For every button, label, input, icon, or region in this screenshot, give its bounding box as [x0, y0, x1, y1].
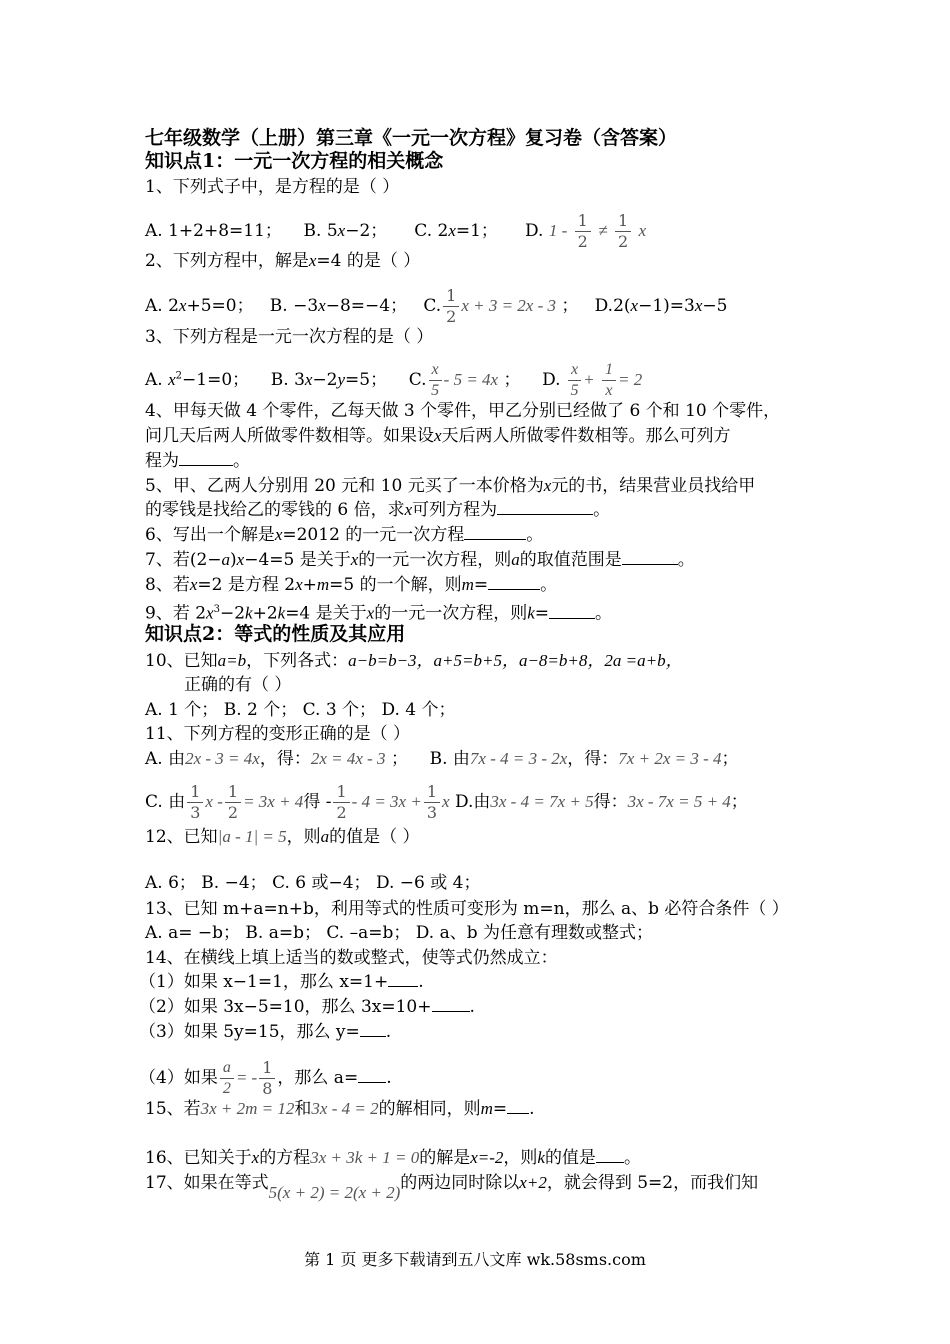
answer-blank — [179, 450, 233, 466]
question-17: 17、如果在等式5(x + 2) = 2(x + 2)的两边同时除以x+2，就会得到 5=2，而我们知 — [145, 1173, 759, 1202]
question-1-options: A. 1+2+8=11； B. 5x−2； C. 2x=1； D. 1 - $\frac{1}{2}$ ≠ $\frac{1}{2}$ x — [145, 211, 647, 251]
section-heading-1: 知识点1：一元一次方程的相关概念 — [145, 150, 444, 172]
question-4-line-3: 程为 。 — [145, 451, 250, 471]
question-15: 15、若3x + 2m = 12和3x - 4 = 2的解相同，则m= . — [145, 1099, 535, 1119]
question-2-stem: 2、下列方程中，解是x=4 的是（ ） — [145, 251, 421, 271]
question-10-line-1: 10、已知a=b，下列各式：a−b=b−3，a+5=b+5，a−8=b+8，2a =a+b， — [145, 651, 683, 671]
question-14-part-4: （4）如果 $\frac{a}{2}$ = - $\frac{1}{8}$ ，那么 a= . — [139, 1058, 392, 1098]
answer-blank — [596, 1147, 624, 1163]
document-title: 七年级数学（上册）第三章《一元一次方程》复习卷（含答案） — [145, 127, 678, 149]
question-12-options: A. 6； B. −4； C. 6 或−4； D. −6 或 4； — [145, 873, 481, 893]
question-1-stem: 1、下列式子中，是方程的是（ ） — [145, 177, 400, 197]
answer-blank — [488, 574, 540, 590]
answer-blank — [358, 1067, 386, 1083]
section-heading-2: 知识点2：等式的性质及其应用 — [145, 623, 406, 645]
answer-blank — [388, 971, 418, 987]
question-14-part-2: （2）如果 3x−5=10，那么 3x=10+ . — [139, 997, 475, 1017]
question-6: 6、写出一个解是x=2012 的一元一次方程 。 — [145, 525, 544, 545]
question-11-options-cd: C. 由 $\frac{1}{3}$ x - $\frac{1}{2}$ = 3x + 4得 - $\frac{1}{2}$ - 4 = 3x + $\frac{1}{3}$ x D.由3x - 4 = 7x + 5得：3x - 7x = 5 + 4； — [145, 782, 748, 822]
question-5-line-1: 5、甲、乙两人分别用 20 元和 10 元买了一本价格为x元的书，结果营业员找给甲 — [145, 476, 756, 496]
question-5-line-2: 的零钱是找给乙的零钱的 6 倍，求x可列方程为 。 — [145, 500, 611, 520]
answer-blank — [360, 1021, 386, 1037]
question-13-stem: 13、已知 m+a=n+b，利用等式的性质可变形为 m=n，那么 a、b 必符合条件（ ） — [145, 899, 789, 919]
answer-blank — [497, 499, 593, 515]
page-footer: 第 1 页 更多下载请到五八文库 wk.58sms.com — [304, 1250, 646, 1269]
answer-blank — [622, 549, 678, 565]
answer-blank — [464, 524, 526, 540]
question-14-part-3: （3）如果 5y=15，那么 y= . — [139, 1022, 392, 1042]
question-14-stem: 14、在横线上填上适当的数或整式，使等式仍然成立： — [145, 948, 558, 968]
answer-blank — [507, 1098, 529, 1114]
answer-blank — [549, 603, 595, 619]
question-16: 16、已知关于x的方程3x + 3k + 1 = 0的解是x=-2，则k的值是 。 — [145, 1148, 641, 1168]
question-12-stem: 12、已知|a - 1| = 5，则a的值是（ ） — [145, 827, 420, 847]
question-4-line-1: 4、甲每天做 4 个零件，乙每天做 3 个零件，甲乙分别已经做了 6 个和 10 个零件， — [145, 401, 781, 421]
question-14-part-1: （1）如果 x−1=1，那么 x=1+ . — [139, 972, 424, 992]
question-11-options-ab: A. 由2x - 3 = 4x，得：2x = 4x - 3 ； B. 由7x - 4 = 3 - 2x，得：7x + 2x = 3 - 4； — [145, 749, 739, 769]
question-8: 8、若x=2 是方程 2x+m=5 的一个解，则m= 。 — [145, 575, 558, 595]
question-11-stem: 11、下列方程的变形正确的是（ ） — [145, 724, 411, 744]
question-7: 7、若(2−a)x−4=5 是关于x的一元一次方程，则a的取值范围是 。 — [145, 550, 695, 570]
question-10-options: A. 1 个； B. 2 个； C. 3 个； D. 4 个； — [145, 700, 456, 720]
question-3-stem: 3、下列方程是一元一次方程的是（ ） — [145, 327, 434, 347]
question-10-line-2: 正确的有（ ） — [184, 675, 292, 695]
question-4-line-2: 问几天后两人所做零件数相等。如果设x天后两人所做零件数相等。那么可列方 — [145, 426, 731, 446]
answer-blank — [432, 996, 470, 1012]
question-9: 9、若 $2x^3-2k+2k=4$ 是关于x的一元一次方程，则k= 。 — [145, 603, 612, 624]
question-3-options: A. $x^2-1=0$； B. 3x−2y=5； C. $\frac{x}{5}$ - 5 = 4x ； D. $\frac{x}{5}$ + $\frac{1}{x}$ = 2 — [145, 361, 643, 399]
question-2-options: A. 2x+5=0； B. −3x−8=−4； C. $\frac{1}{2}$ x + 3 = 2x - 3 ； D.2(x−1)=3x−5 — [145, 286, 728, 326]
question-13-options: A. a= −b； B. a=b； C. –a=b； D. a、b 为任意有理数或整式； — [145, 923, 653, 943]
